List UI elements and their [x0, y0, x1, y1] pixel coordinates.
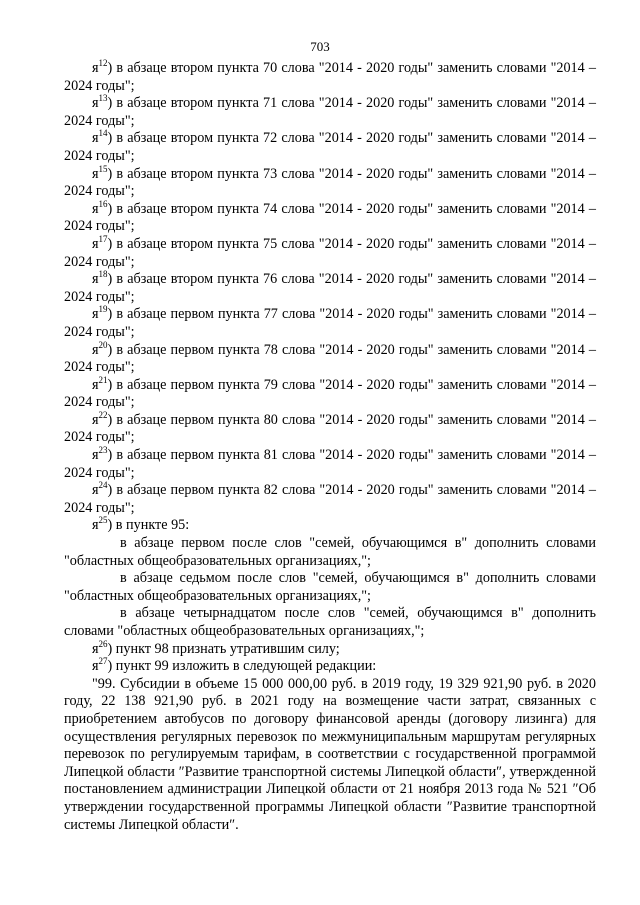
sub-amendment-item: в абзаце седьмом после слов "семей, обучающимся в" дополнить словами "областных общеобразовательных организациях,";: [64, 570, 596, 604]
item-superscript: 27: [98, 656, 108, 667]
item-text: ) в абзаце втором пункта 75 слова "2014 - 2020 годы" заменить словами "2014 – 2024 годы";: [64, 235, 596, 270]
item-text: ) в абзаце втором пункта 72 слова "2014 - 2020 годы" заменить словами "2014 – 2024 годы";: [64, 130, 596, 164]
item-text: ) в абзаце первом пункта 80 слова "2014 - 2020 годы" заменить словами "2014 – 2024 годы";: [64, 411, 596, 446]
amendment-item: [64, 130, 596, 165]
item-superscript: 23: [98, 445, 108, 456]
item-text: ) в абзаце первом пункта 81 слова "2014 - 2020 годы" заменить словами "2014 – 2024 годы";: [64, 447, 596, 481]
item-letter: я: [92, 447, 99, 464]
item-letter: я: [92, 376, 99, 393]
item-superscript: 13: [98, 93, 108, 104]
item-text: ) в абзаце втором пункта 74 слова "2014 - 2020 годы" заменить словами "2014 – 2024 годы";: [64, 200, 596, 235]
item-text: ) в абзаце втором пункта 71 слова "2014 - 2020 годы" заменить словами "2014 – 2024 годы";: [64, 95, 596, 129]
amendment-item: [64, 60, 596, 95]
item-superscript: 14: [98, 128, 108, 139]
item-text: ) в абзаце первом пункта 78 слова "2014 - 2020 годы" заменить словами "2014 – 2024 годы";: [64, 341, 596, 376]
amendment-item: [64, 482, 596, 517]
item-superscript: 26: [98, 638, 108, 649]
item-letter: я: [92, 306, 99, 323]
item-superscript: 22: [98, 409, 108, 420]
item-letter: я: [92, 640, 99, 657]
item-superscript: 19: [98, 304, 108, 315]
item-letter: я: [92, 658, 99, 675]
amendment-item: [64, 306, 596, 341]
document-body: [64, 60, 596, 834]
item-text: ) пункт 98 признать утратившим силу;: [107, 640, 340, 657]
item-superscript: 24: [98, 480, 108, 491]
item-text: ) в абзаце втором пункта 76 слова "2014 - 2020 годы" заменить словами "2014 – 2024 годы";: [64, 271, 596, 305]
item-letter: я: [92, 165, 99, 182]
item-letter: я: [92, 235, 99, 252]
item-text: ) в абзаце втором пункта 70 слова "2014 - 2020 годы" заменить словами "2014 – 2024 годы";: [64, 60, 596, 94]
item-superscript: 16: [98, 198, 108, 209]
item-superscript: 12: [98, 58, 108, 68]
item-text: ) в абзаце первом пункта 77 слова "2014 - 2020 годы" заменить словами "2014 – 2024 годы";: [64, 306, 596, 340]
item-letter: я: [92, 411, 99, 428]
item-text: ) пункт 99 изложить в следующей редакции:: [107, 658, 377, 675]
item-letter: я: [92, 130, 99, 147]
item-letter: я: [92, 60, 99, 76]
item-text: ) в абзаце первом пункта 79 слова "2014 - 2020 годы" заменить словами "2014 – 2024 годы";: [64, 376, 596, 411]
item-superscript: 15: [98, 163, 108, 174]
item-text: ) в абзаце втором пункта 73 слова "2014 - 2020 годы" заменить словами "2014 – 2024 годы";: [64, 165, 596, 200]
amendment-item: [64, 638, 596, 659]
amendment-item: [64, 198, 596, 236]
amendment-item: [64, 95, 596, 130]
sub-amendment-item: в абзаце первом после слов "семей, обучающимся в" дополнить словами "областных общеобразовательных организациях,";: [64, 535, 596, 569]
item-letter: я: [92, 271, 99, 288]
sub-amendment-list: [64, 535, 596, 641]
amendment-item: [64, 447, 596, 482]
amendment-item: [64, 658, 596, 676]
amendment-item: [64, 339, 596, 377]
item-text: ) в пункте 95:: [107, 517, 190, 534]
item-superscript: 25: [98, 515, 108, 526]
amendment-item: [64, 517, 596, 535]
amendment-item: [64, 163, 596, 201]
item-superscript: 18: [98, 269, 108, 280]
amendment-item: [64, 271, 596, 306]
amendment-item: [64, 233, 596, 271]
amendment-list: [64, 60, 596, 535]
amendment-item: [64, 409, 596, 447]
page-number: 703: [310, 39, 330, 54]
item-letter: я: [92, 200, 99, 217]
item-letter: я: [92, 95, 99, 112]
item-superscript: 17: [98, 233, 108, 244]
item-text: ) в абзаце первом пункта 82 слова "2014 - 2020 годы" заменить словами "2014 – 2024 годы";: [64, 482, 596, 516]
item-letter: я: [92, 482, 99, 499]
item-letter: я: [92, 517, 99, 534]
sub-amendment-item: в абзаце четырнадцатом после слов "семей, обучающимся в" дополнить словами "областных общеобразовательных организациях,";: [64, 605, 596, 639]
amendment-item: [64, 374, 596, 412]
item-superscript: 20: [98, 339, 108, 350]
item-superscript: 21: [98, 374, 108, 385]
quoted-paragraph-99: "99. Субсидии в объеме 15 000 000,00 руб. в 2019 году, 19 329 921,90 руб. в 2020 году, 22 138 921,90 руб. в 2021 году на возмещение части затрат, связанных с приобретением автобусов по договору финансовой аренды (договору лизинга) для осуществления регулярных перевозок по межмуниципальным маршрутам регулярных перевозок по регулируемым тарифам, в соответствии с государственной программой Липецкой области ″Развитие транспортной системы Липецкой области″, утвержденной постановлением администрации Липецкой области от 21 ноября 2013 года № 521 ″Об утверждении государственной программы Липецкой области ″Развитие транспортной системы Липецкой области″.: [64, 675, 596, 833]
amendment-list-continued: [64, 638, 596, 676]
item-letter: я: [92, 341, 99, 358]
